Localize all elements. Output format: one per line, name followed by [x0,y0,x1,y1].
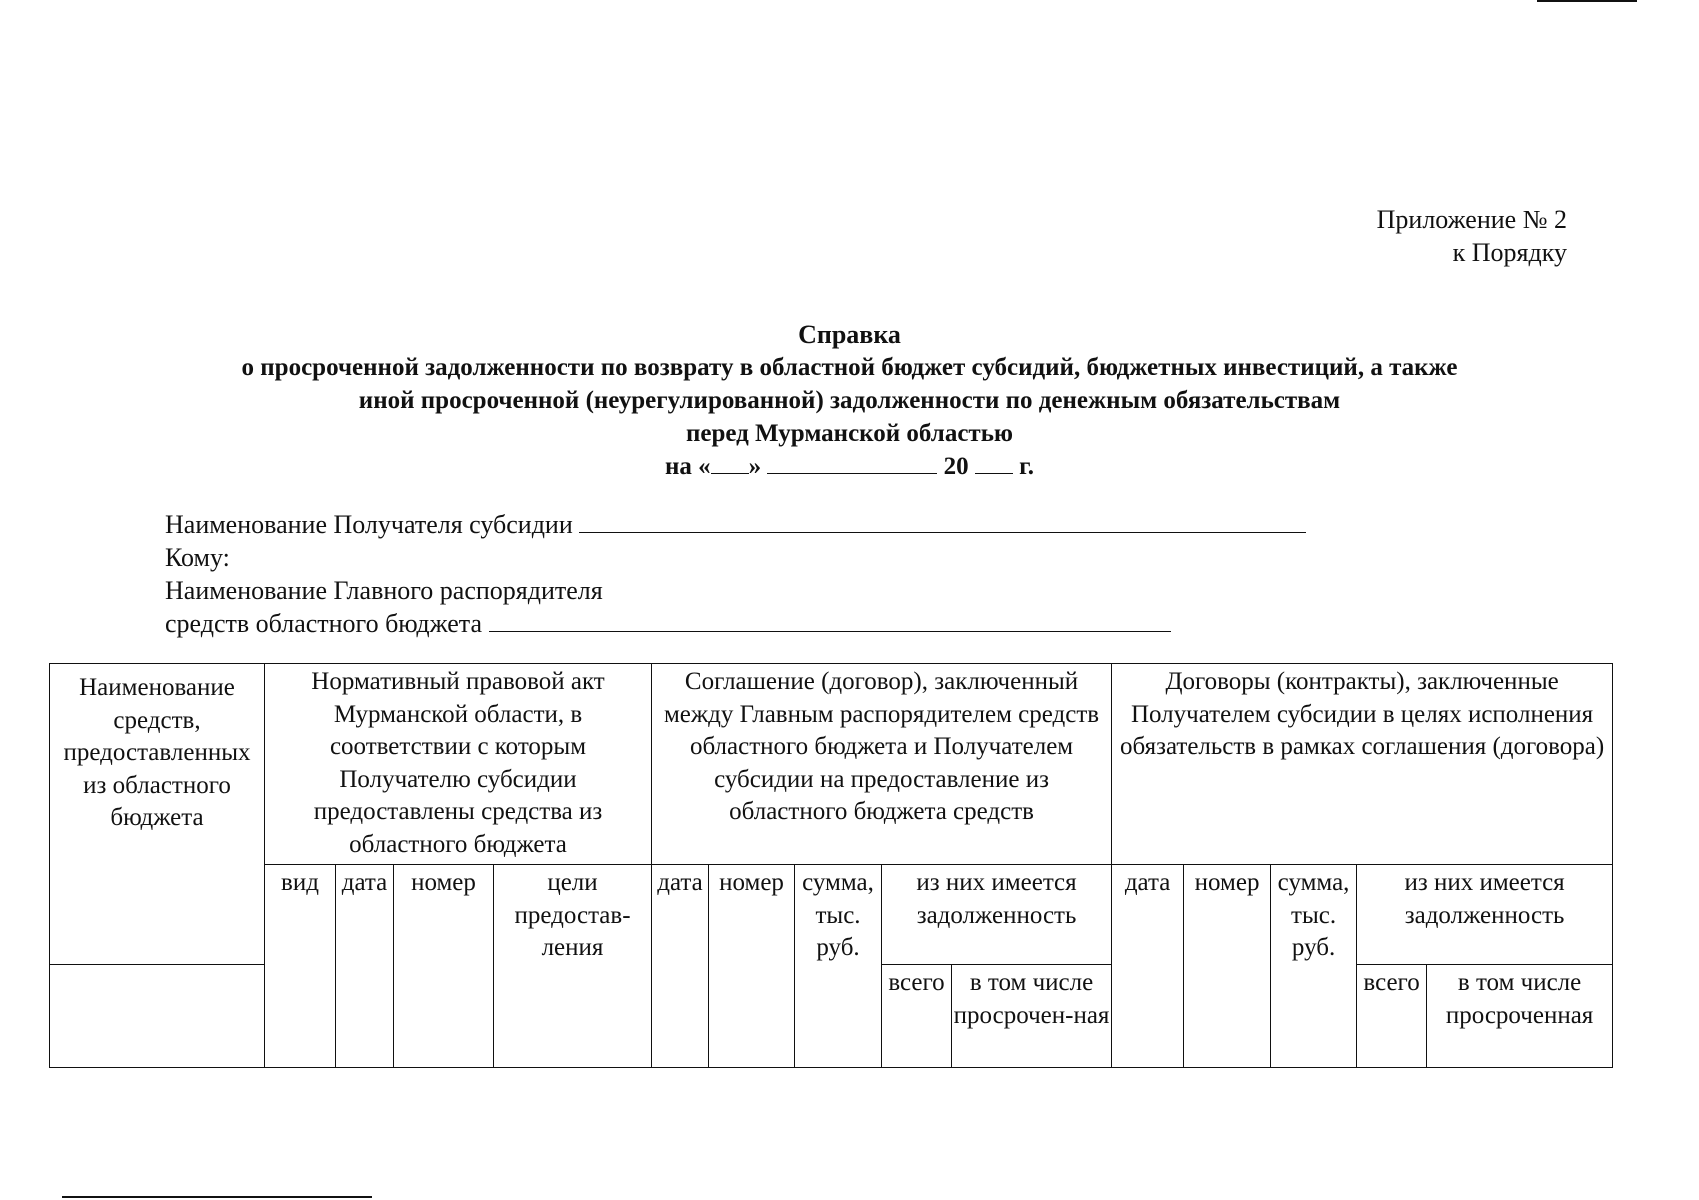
agr-number-header: номер [709,865,795,1068]
group-act-header: Нормативный правовой акт Мурманской области, в соответствии с которым Получателю субсидии предоставлены средства из областного бюджета [265,664,652,865]
agr-debt-total-header: всего [882,965,952,1068]
con-date-header: дата [1112,865,1184,1068]
manager-label-1: Наименование Главного распорядителя [165,576,603,605]
title-heading: Справка [798,320,901,349]
manager-blank[interactable] [489,609,1171,632]
agr-debt-header: из них имеется задолженность [882,865,1112,965]
title-date-line [0,450,1699,483]
act-number-header: номер [394,865,494,1068]
date-year-blank[interactable] [975,451,1013,474]
annex-reference [1377,203,1567,269]
date-day-blank[interactable] [711,451,749,474]
scan-line-bottom-left [62,1196,372,1198]
con-debt-header: из них имеется задолженность [1357,865,1613,965]
date-year: 20 [943,453,969,480]
scan-line-top-right [1537,0,1637,2]
date-mid: » [748,453,762,480]
document-title [0,318,1699,483]
con-debt-overdue-header: в том числе просроченная [1427,965,1613,1068]
date-month-blank[interactable] [767,451,937,474]
recipient-label: Наименование Получателя субсидии [165,510,573,539]
manager-label-2: средств областного бюджета [165,609,483,638]
title-line-3: иной просроченной (неурегулированной) задолженности по денежным обязательствам [358,387,1341,414]
manager-row-1 [165,574,1306,607]
recipient-blank[interactable] [579,510,1306,533]
manager-row-2 [165,607,1306,640]
agr-date-header: дата [652,865,709,1068]
funds-empty-cell[interactable] [50,965,265,1068]
table-header-row-1 [50,664,1613,865]
to-row [165,541,1306,574]
act-date-header: дата [336,865,394,1068]
to-label: Кому: [165,543,230,572]
annex-order: к Порядку [1452,238,1567,267]
annex-number: Приложение № 2 [1376,205,1567,234]
form-fields [165,508,1306,640]
agr-debt-overdue-header: в том числе просрочен-ная [952,965,1112,1068]
agr-sum-header: сумма, тыс. руб. [795,865,882,1068]
title-line-2: о просроченной задолженности по возврату в областной бюджет субсидий, бюджетных инвестиций, а также [241,354,1458,381]
col-funds-header: Наименование средств, предоставленных из областного бюджета [50,664,265,965]
table-header-row-2 [50,865,1613,965]
act-type-header: вид [265,865,336,1068]
group-contracts-header: Договоры (контракты), заключенные Получателем субсидии в целях исполнения обязательств в рамках соглашения (договора) [1112,664,1613,865]
title-line-4: перед Мурманской областью [685,420,1014,447]
date-prefix: на « [665,453,711,480]
con-debt-total-header: всего [1357,965,1427,1068]
con-number-header: номер [1184,865,1271,1068]
debt-table [49,663,1613,1068]
con-sum-header: сумма, тыс. руб. [1271,865,1357,1068]
recipient-row [165,508,1306,541]
act-purpose-header: цели предостав-ления [494,865,652,1068]
date-suffix: г. [1019,453,1034,480]
group-agreement-header: Соглашение (договор), заключенный между Главным распорядителем средств областного бюджета и Получателем субсидии на предоставление из областного бюджета средств [652,664,1112,865]
